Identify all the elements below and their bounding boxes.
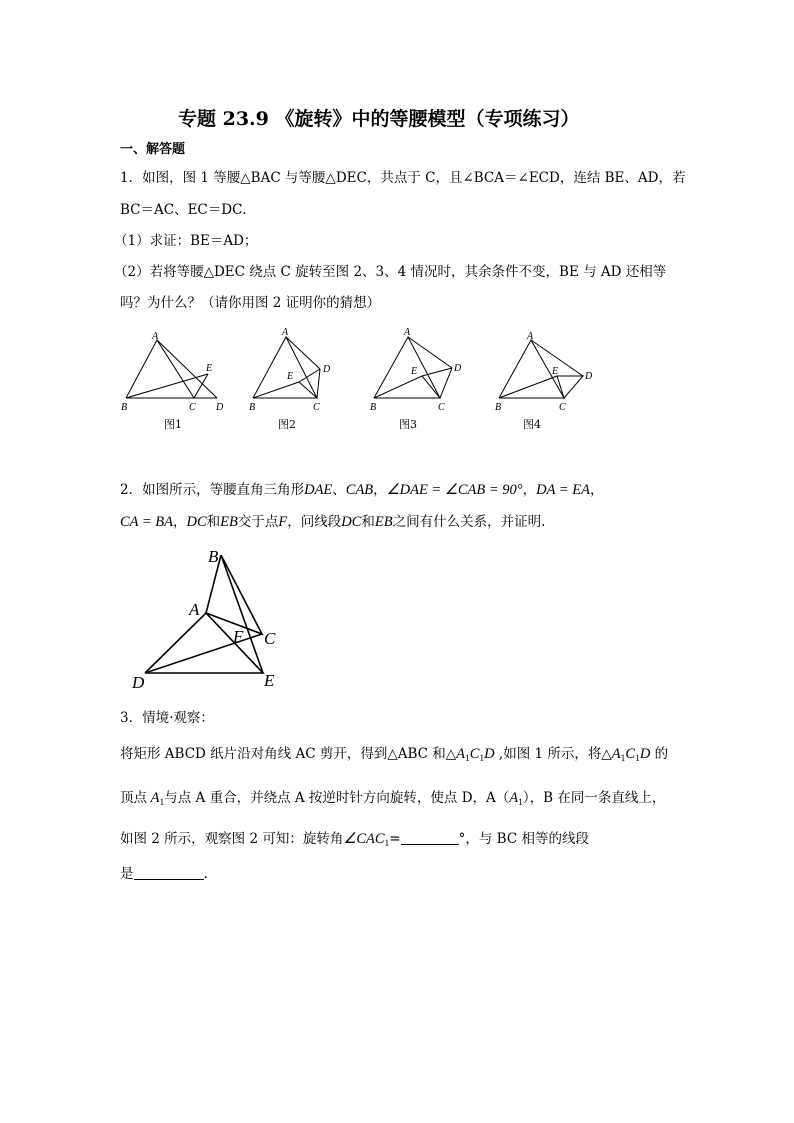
fig1-label-D: D [216,402,224,413]
q2-label-C: C [264,629,276,648]
q2-figure [125,540,295,695]
fig3-label-D: D [454,363,462,374]
q1-part2-line2: 吗？为什么？（请你用图 2 证明你的猜想） [120,295,381,311]
fig4-label-B: B [495,402,502,413]
q3-text-3a: 如图 2 所示，观察图 2 可知：旋转角 [120,831,344,847]
q3-math-a1: $A_1$ [150,790,165,808]
q2-math-ca-ba: CA = BA [120,514,174,530]
fig4-label-D: D [585,371,593,382]
q2-label-D: D [132,673,145,692]
fig1-caption: 图1 [164,418,182,431]
q1-part1: （1）求证：BE＝AD； [114,233,258,249]
q3-text-3d: °，与 BC 相等的线段 [458,831,589,847]
q2-math-da-ea: DA = EA [536,482,590,498]
q2-text-7: 和 [206,514,221,530]
q3-text-1i: 的 [650,746,669,762]
q2-math-angles: ∠DAE = ∠CAB = 90° [386,482,523,498]
q1-figures [112,318,632,438]
fig4-label-A: A [527,331,534,342]
q3-math-angle-cac1: $\angle CAC_1$ [343,831,390,849]
q2-label-A: A [189,600,200,619]
q2-text-5: ， [589,482,604,498]
q3-text-2a: 顶点 [120,790,147,806]
q2-line2 [120,510,545,531]
fig2-label-E: E [287,371,294,382]
fig1-label-C: C [189,402,196,413]
fig3-label-A: A [404,327,411,338]
fig1-label-A: A [152,331,159,342]
q2-math-dc-2: DC [341,514,362,530]
q3-blank-segment[interactable] [134,865,204,880]
q3-heading: 3．情境·观察： [120,710,214,726]
q3-text-4a: 是 [120,866,134,882]
q2-math-dc: DC [186,514,207,530]
q3-line1 [120,742,668,764]
q2-math-eb: EB [220,514,238,530]
q3-text-2c: 与点 A 重合，并绕点 A 按逆时针方向旋转，使点 D，A（ [164,790,510,806]
page-title: 专题 23.9 《旋转》中的等腰模型（专项练习） [178,108,580,130]
fig3-label-E: E [411,366,418,377]
q3-math-a1-2: $A_1$ [509,790,523,808]
q2-text-10: 和 [361,514,375,530]
section-heading: 一、解答题 [120,142,186,157]
q3-text-4b: . [203,866,208,882]
fig1-label-B: B [121,402,128,413]
fig4-label-C: C [559,402,566,413]
fig2-label-C: C [313,402,320,413]
q3-math-a1c1d-2: $A_1C_1D$ [611,746,651,764]
q2-text-3: ， [373,482,387,498]
q2-label-B: B [208,547,219,566]
fig4-caption: 图4 [523,418,541,431]
q3-blank-angle[interactable] [401,830,459,845]
q2-math-eb-2: EB [374,514,393,530]
q2-text-6: ， [173,514,187,530]
q2-text-1: 2．如图所示，等腰直角三角形 [120,482,305,498]
q1-line2: BC＝AC、EC＝DC． [120,202,256,218]
q3-text-1a: 将矩形 ABCD 纸片沿对角线 AC 剪开，得到△ABC 和△ [120,746,457,762]
q2-label-F: F [233,627,244,646]
q2-label-E: E [264,671,275,690]
q3-text-1e: ,如图 1 所示，将△ [494,746,612,762]
fig4-label-E: E [552,366,559,377]
fig2-label-A: A [282,327,289,338]
q3-math-a1c1d: $A_1C_1D$ [456,746,495,764]
q3-text-2e: ），B 在同一条直线上， [522,790,666,806]
fig2-label-D: D [323,364,331,375]
fig2-label-B: B [249,402,256,413]
q2-math-dae: DAE [304,482,333,498]
q1-part2-line1: （2）若将等腰△DEC 绕点 C 旋转至图 2、3、4 情况时，其余条件不变，BE 与 AD 还相等 [114,264,667,280]
fig1-label-E: E [206,363,213,374]
q2-math-cab: CAB [345,482,374,498]
fig2-caption: 图2 [278,418,296,431]
q2-line1 [120,478,603,499]
q2-text-4: ， [522,482,537,498]
q3-line2 [120,786,665,808]
q2-text-11: 之间有什么关系，并证明. [392,514,546,530]
q2-math-f: F [278,514,288,530]
q1-line1: 1．如图，图 1 等腰△BAC 与等腰△DEC，共点于 C，且∠BCA＝∠ECD，连结 BE、AD，若 [120,170,686,186]
q3-line4 [120,862,208,882]
q3-line3 [120,827,589,849]
q2-text-8: 交于点 [237,514,279,530]
fig3-label-B: B [370,402,377,413]
q2-text-9: ，问线段 [287,514,342,530]
fig3-caption: 图3 [399,418,417,431]
q2-text-2: 、 [332,482,346,498]
q3-text-3c: = [389,831,401,847]
fig3-label-C: C [438,402,445,413]
